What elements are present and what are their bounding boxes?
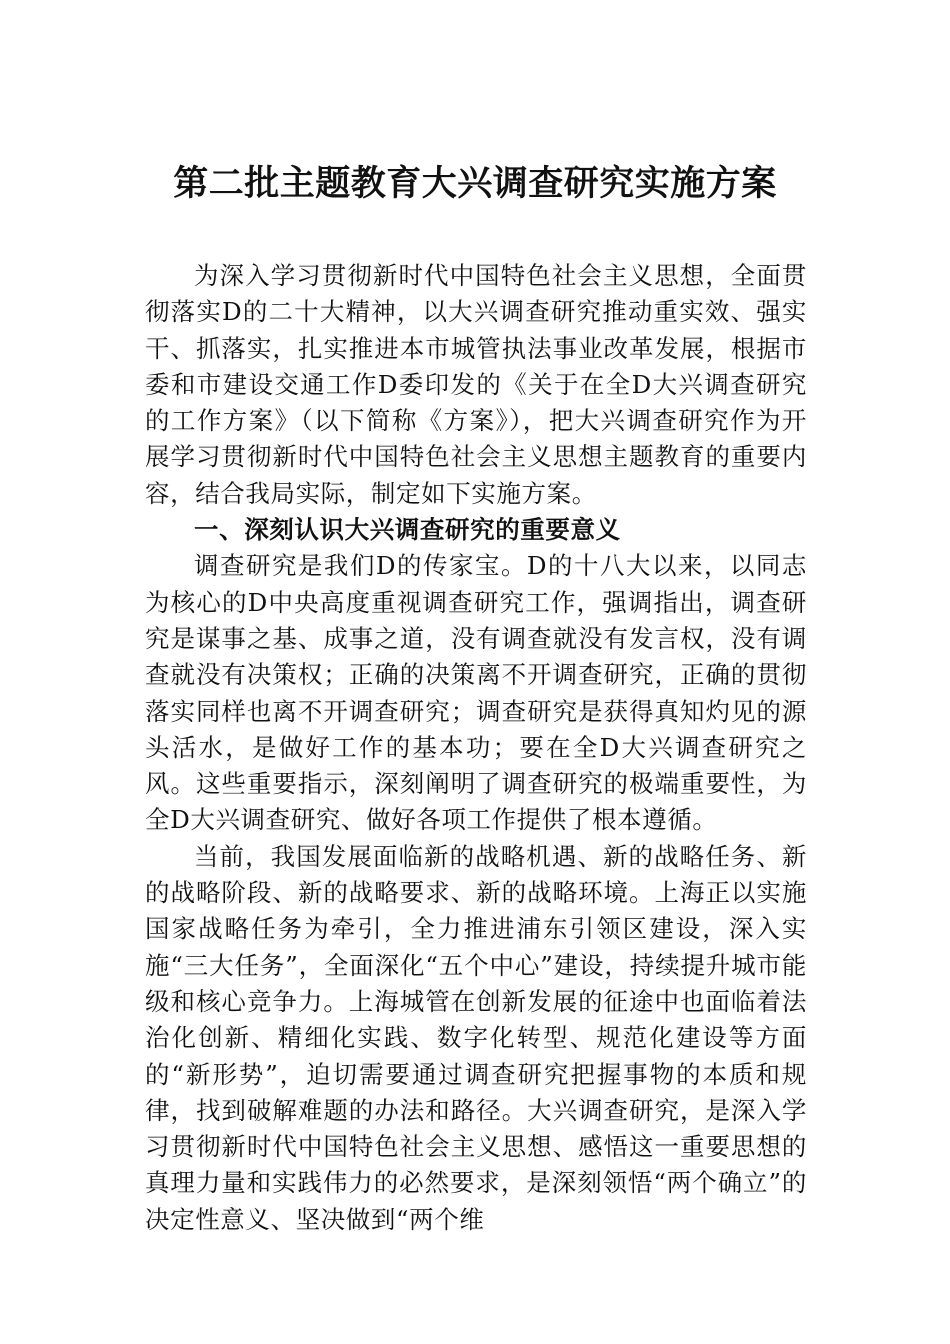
document-body [145,258,807,1238]
intro-paragraph: 为深入学习贯彻新时代中国特色社会主义思想，全面贯彻落实D的二十大精神，以大兴调查研究推动重实效、强实干、抓落实，扎实推进本市城管执法事业改革发展，根据市委和市建设交通工作D委印发的《关于在全D大兴调查研究的工作方案》（以下简称《方案》），把大兴调查研究作为开展学习贯彻新时代中国特色社会主义思想主题教育的重要内容，结合我局实际，制定如下实施方案。 [145,261,807,508]
section-1-paragraph-1: 调查研究是我们D的传家宝。D的十八大以来，以同志为核心的D中央高度重视调查研究工作，强调指出，调查研究是谋事之基、成事之道，没有调查就没有发言权，没有调查就没有决策权；正确的决策离不开调查研究，正确的贯彻落实同样也离不开调查研究；调查研究是获得真知灼见的源头活水，是做好工作的基本功；要在全D大兴调查研究之风。这些重要指示，深刻阐明了调查研究的极端重要性，为全D大兴调查研究、做好各项工作提供了根本遵循。 [145,551,807,835]
section-heading-1: 一、深刻认识大兴调查研究的重要意义 [194,515,621,545]
section-1-paragraph-2: 当前，我国发展面临新的战略机遇、新的战略任务、新的战略阶段、新的战略要求、新的战略环境。上海正以实施国家战略任务为牵引，全力推进浦东引领区建设，深入实施“三大任务”，全面深化“五个中心”建设，持续提升城市能级和核心竞争力。上海城管在创新发展的征途中也面临着法治化创新、精细化实践、数字化转型、规范化建设等方面的“新形势”，迫切需要通过调查研究把握事物的本质和规律，找到破解难题的办法和路径。大兴调查研究，是深入学习贯彻新时代中国特色社会主义思想、感悟这一重要思想的真理力量和实践伟力的必然要求，是深刻领悟“两个确立”的决定性意义、坚决做到“两个维 [145,841,807,1234]
document-title: 第二批主题教育大兴调查研究实施方案 [173,163,777,204]
